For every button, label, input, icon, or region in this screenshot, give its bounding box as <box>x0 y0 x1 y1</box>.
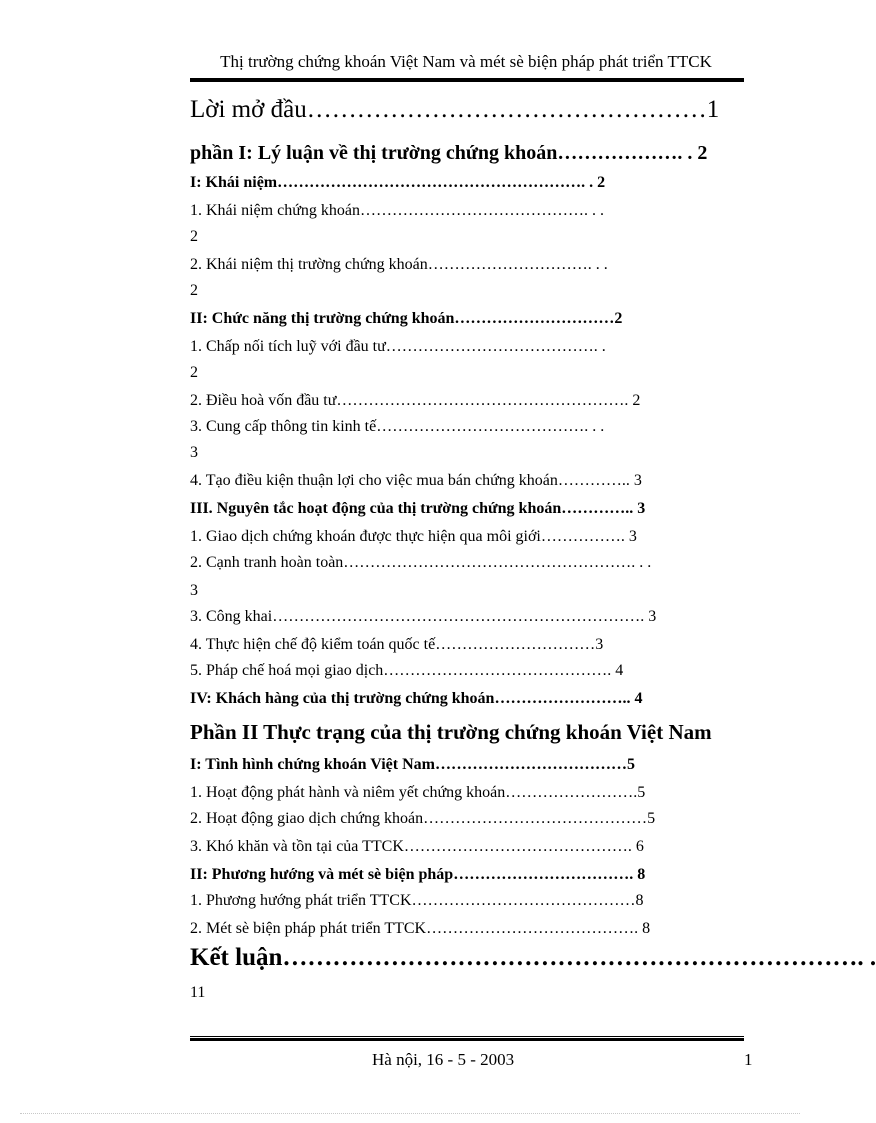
toc-entry: 3. Cung cấp thông tin kinh tế…………………………………. . . <box>190 418 605 435</box>
toc-page-continuation: 2 <box>190 282 198 299</box>
toc-entry: 4. Tạo điều kiện thuận lợi cho việc mua bán chứng khoán………….. 3 <box>190 472 642 489</box>
toc-entry: 2. Mét sè biện pháp phát triển TTCK…………………………………. 8 <box>190 920 651 937</box>
toc-entry: 1. Hoạt động phát hành và niêm yết chứng khoán…………………….5 <box>190 784 646 801</box>
toc-entry: 3. Khó khăn và tồn tại của TTCK……………………………………. 6 <box>190 838 644 855</box>
toc-entry: Lời mở đầu…………………………………………1 <box>190 96 720 123</box>
toc-entry: Kết luận……………………………………………………………. . <box>190 944 876 971</box>
toc-entry: 1. Khái niệm chứng khoán……………………………………. . . <box>190 202 604 219</box>
toc-page-continuation: 3 <box>190 444 198 461</box>
toc-page-continuation: 2 <box>190 364 198 381</box>
footer-place-date: Hà nội, 16 - 5 - 2003 <box>372 1050 515 1069</box>
toc-entry: 1. Phương hướng phát triển TTCK……………………………………8 <box>190 892 644 909</box>
toc-entry: 2. Hoạt động giao dịch chứng khoán……………………………………5 <box>190 810 656 827</box>
toc-entry: 2. Điều hoà vốn đầu tư………………………………………………. 2 <box>190 392 641 409</box>
page-edge-dotted-line <box>20 1113 800 1114</box>
toc-entry: 4. Thực hiện chế độ kiểm toán quốc tế…………………………3 <box>190 636 604 653</box>
toc-entry: II: Chức năng thị trường chứng khoán…………………………2 <box>190 310 623 327</box>
toc-entry: Phần II Thực trạng của thị trường chứng khoán Việt Nam <box>190 720 712 744</box>
toc-entry: phần I: Lý luận về thị trường chứng khoán………………. . 2 <box>190 142 708 164</box>
toc-page-continuation: 2 <box>190 228 198 245</box>
toc-entry: 1. Giao dịch chứng khoán được thực hiện qua môi giới……………. 3 <box>190 528 637 545</box>
toc-entry: 3. Công khai……………………………………………………………. 3 <box>190 608 657 625</box>
toc-entry: 2. Khái niệm thị trường chứng khoán…………………………. . . <box>190 256 608 273</box>
page-number: 1 <box>744 1050 753 1069</box>
toc-entry: IV: Khách hàng của thị trường chứng khoán…………………….. 4 <box>190 690 643 707</box>
toc-entry: I: Tình hình chứng khoán Việt Nam………………………………5 <box>190 756 635 773</box>
toc-entry: I: Khái niệm…………………………………………………. . 2 <box>190 174 606 191</box>
toc-entry: 2. Cạnh tranh hoàn toàn………………………………………………. . . <box>190 554 652 571</box>
toc-entry: 5. Pháp chế hoá mọi giao dịch……………………………………. 4 <box>190 662 624 679</box>
header-rule <box>190 78 744 82</box>
toc-entry: 1. Chấp nối tích luỹ với đầu tư…………………………………. . <box>190 338 606 355</box>
toc-page-continuation: 3 <box>190 582 198 599</box>
footer-rule <box>190 1036 744 1041</box>
toc-entry: II: Phương hướng và mét sè biện pháp……………………………. 8 <box>190 866 646 883</box>
toc-entry: III. Nguyên tắc hoạt động của thị trường chứng khoán………….. 3 <box>190 500 646 517</box>
running-header: Thị trường chứng khoán Việt Nam và mét sè biện pháp phát triển TTCK <box>220 52 712 71</box>
toc-page-continuation: 11 <box>190 984 206 1001</box>
